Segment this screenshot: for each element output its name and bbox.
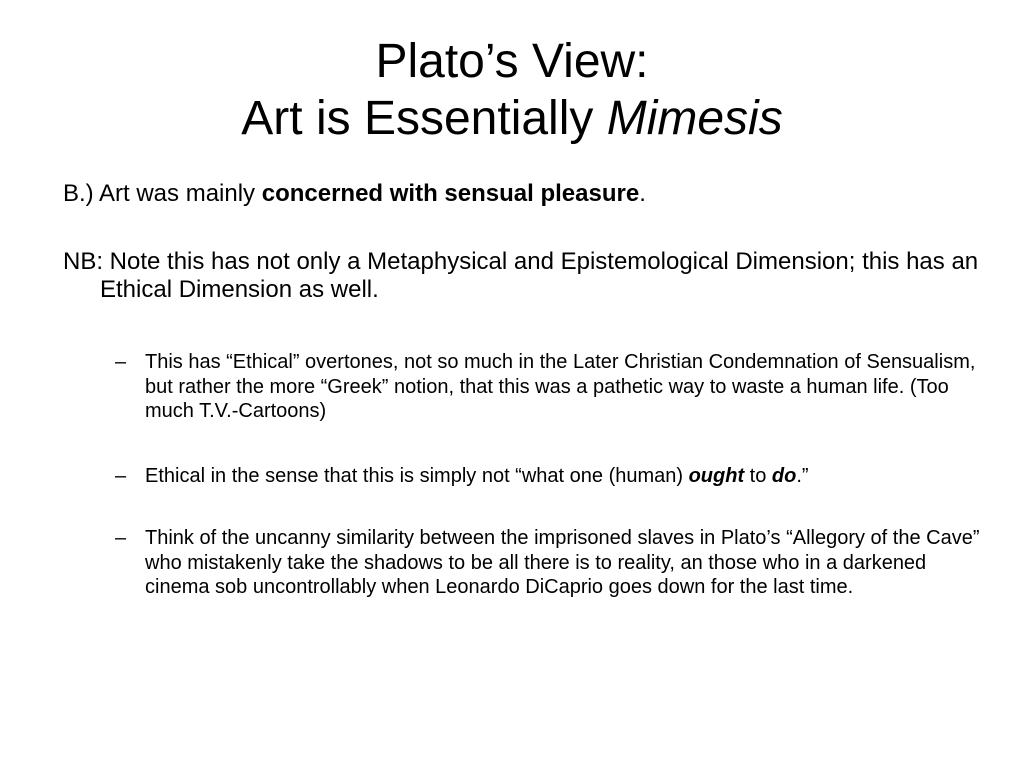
sub-point-1-text: This has “Ethical” overtones, not so much in the Later Christian Condemnation of Sensualism, but rather the more “Greek” notion, that this was a pathetic way to waste a human life. (Too much T.V.-Cartoons) [145, 351, 976, 422]
title-line-1: Plato’s View: [375, 35, 649, 88]
sub-point-2-suffix: .” [796, 464, 809, 487]
title-emphasis-mimesis: Mimesis [606, 92, 783, 145]
point-b-prefix: B.) Art was mainly [63, 180, 262, 207]
title-line-2-text: Art is Essentially [241, 92, 607, 145]
sub-point-ethical-overtones [63, 350, 983, 424]
dash-bullet: – [115, 527, 127, 549]
nb-point: NB: Note this has not only a Metaphysical and Epistemological Dimension; this has an Ethical Dimension as well. [63, 248, 979, 303]
point-b-bold: concerned with sensual pleasure [261, 180, 640, 207]
point-b [63, 180, 983, 208]
emphasis-ought: ought [688, 464, 745, 487]
sub-point-2-middle: to [744, 464, 772, 487]
slide-title [0, 33, 1024, 147]
title-line-2 [0, 90, 1024, 147]
sub-point-2-prefix: Ethical in the sense that this is simply not “what one (human) [145, 464, 689, 487]
sub-point-3-text: Think of the uncanny similarity between the imprisoned slaves in Plato’s “Allegory of the Cave” who mistakenly take the shadows to be all there is to reality, an those who in a darkened cinema sob uncontrollably when Leonardo DiCaprio goes down for the last time. [145, 527, 980, 598]
dash-bullet: – [115, 464, 127, 487]
point-b-suffix: . [639, 180, 646, 207]
dash-bullet: – [115, 351, 127, 373]
slide-body [63, 180, 983, 600]
emphasis-do: do [771, 464, 797, 487]
sub-point-allegory-of-cave [63, 526, 983, 600]
sub-point-ought-to-do [63, 464, 983, 489]
